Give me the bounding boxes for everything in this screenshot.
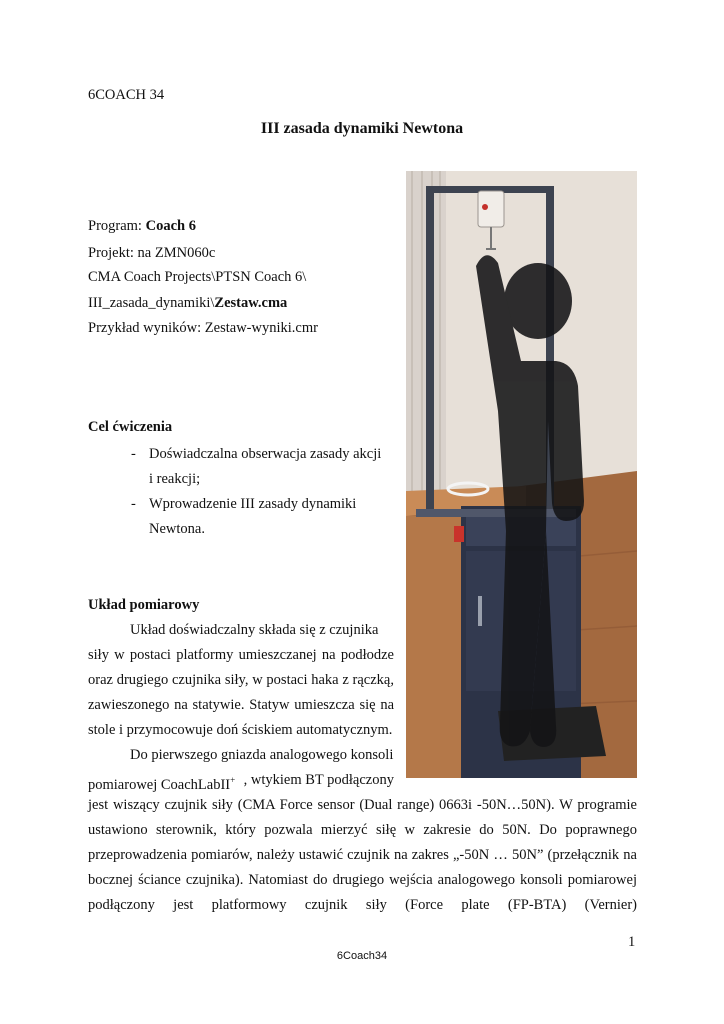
setup-p2-line-1: Do pierwszego gniazda analogowego konsoli [130, 747, 394, 763]
setup-p2-line-2-a: pomiarowej CoachLabII+ [88, 775, 236, 793]
setup-p2-line-2 [88, 771, 394, 794]
path-line-2 [88, 294, 287, 312]
stand-clamp-bar [416, 509, 576, 517]
program-line [88, 217, 196, 235]
path-line-1: CMA Coach Projects\PTSN Coach 6\ [88, 269, 307, 285]
force-sensor [478, 191, 504, 227]
goal-item-2-line-1: Wprowadzenie III zasady dynamiki [149, 496, 357, 512]
goal-heading: Cel ćwiczenia [88, 419, 173, 435]
setup-p1-line-1: Układ doświadczalny składa się z czujnika [130, 622, 379, 638]
goal-item-1-line-1: Doświadczalna obserwacja zasady akcji [149, 446, 382, 462]
setup-photo [406, 171, 637, 778]
program-value: Coach 6 [145, 218, 196, 234]
setup-p1-line-4: zawieszonego na statywie. Statyw umieszcza się na [88, 697, 394, 713]
desk-side [406, 516, 461, 778]
program-label: Program: [88, 218, 146, 234]
stand-left-post [426, 186, 434, 516]
setup-heading: Układ pomiarowy [88, 597, 200, 613]
setup-p2-line-7: podłączony jest platformowy czujnik siły (Force plate (FP-BTA) (Vernier) [88, 897, 637, 913]
goal-bullet-2: - [131, 496, 136, 512]
silhouette-head [504, 263, 572, 339]
goal-item-2-line-2: Newtona. [149, 521, 205, 537]
setup-p1-line-3: oraz drugiego czujnika siły, w postaci haka z rączką, [88, 672, 394, 688]
setup-p1-line-5: stole i przymocowuje doń ściskiem automatycznym. [88, 722, 393, 738]
example-results-line: Przykład wyników: Zestaw-wyniki.cmr [88, 320, 318, 336]
setup-p2-line-4: ustawiono sterownik, który pozwala mierzyć siłę w zakresie do 50N. Do poprawnego [88, 822, 637, 838]
setup-p2-line-3: jest wiszący czujnik siły (CMA Force sensor (Dual range) 0663i -50N…50N). W programie [88, 797, 637, 813]
page-footer: 6Coach34 [336, 950, 388, 962]
page-number: 1 [628, 934, 636, 950]
desk-handle [478, 596, 482, 626]
sensor-led [482, 204, 488, 210]
red-clamp [454, 526, 464, 542]
setup-p2-line-6: bocznej ściance czujnika). Natomiast do drugiego wejścia analogowego konsoli pomiarowej [88, 872, 637, 888]
document-title: III zasada dynamiki Newtona [260, 120, 464, 137]
path-prefix: III_zasada_dynamiki\ [88, 295, 215, 311]
document-code: 6COACH 34 [88, 87, 165, 103]
goal-bullet-1: - [131, 446, 136, 462]
project-line: Projekt: na ZMN060c [88, 245, 216, 261]
setup-photo-graphic [406, 171, 637, 778]
goal-item-1-line-2: i reakcji; [149, 471, 201, 487]
setup-p2-line-2-b: , wtykiem BT podłączony [243, 772, 394, 788]
path-file: Zestaw.cma [214, 295, 288, 311]
setup-p2-line-5: przeprowadzenia pomiarów, należy ustawić czujnik na zakres „-50N … 50N” (przełącznik na [88, 847, 637, 863]
setup-p1-line-2: siły w postaci platformy umieszczanej na podłodze [88, 647, 394, 663]
